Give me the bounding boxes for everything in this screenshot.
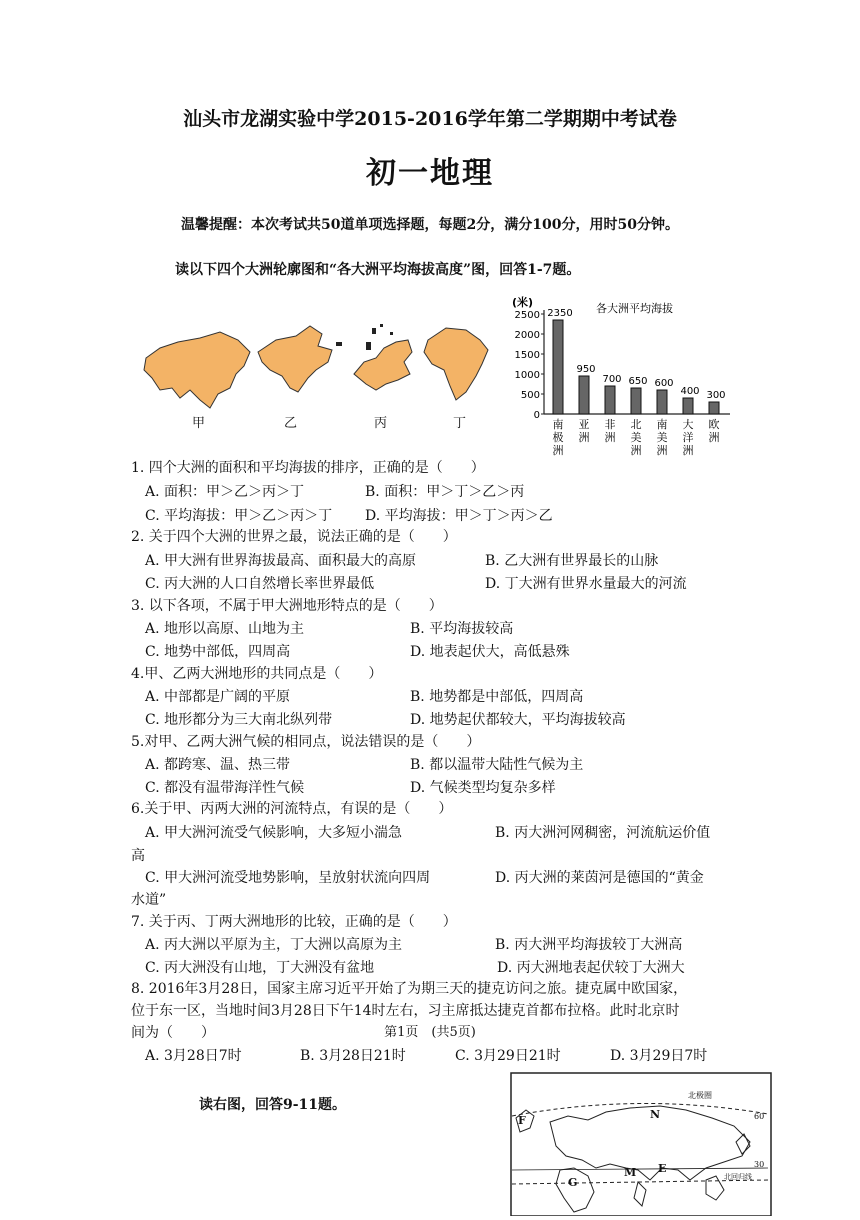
exam-notice: 温馨提醒：本次考试共50道单项选择题，每题2分，满分100分，用时50分钟。	[181, 217, 679, 233]
q2-option-a: A. 甲大洲有世界海拔最高、面积最大的高原	[145, 553, 417, 569]
chart-category-label: 美	[656, 431, 668, 444]
chart-bar-value-label: 2350	[547, 308, 573, 319]
chart-bar	[579, 376, 589, 414]
q5-option-c: C. 都没有温带海洋性气候	[145, 780, 305, 796]
chart-bar-value-label: 650	[628, 376, 648, 387]
page-footer: 第1页 (共5页)	[384, 1025, 476, 1040]
chart-bar-value-label: 400	[680, 386, 700, 397]
map-label-ding: 丁	[453, 416, 467, 431]
chart-bar-value-label: 300	[706, 390, 726, 401]
point-e-label: E	[658, 1162, 667, 1175]
q7-option-d: D. 丙大洲地表起伏较丁大洲大	[497, 960, 685, 976]
chart-category-label: 洲	[682, 444, 694, 457]
chart-category-label: 极	[552, 431, 564, 444]
chart-bar	[683, 398, 693, 414]
chart-category-label: 洲	[708, 431, 720, 444]
chart-y-tick-label: 500	[520, 390, 540, 401]
q7-option-a: A. 丙大洲以平原为主，丁大洲以高原为主	[145, 937, 403, 953]
chart-category-label: 洲	[656, 444, 668, 457]
map-label-bing: 丙	[374, 416, 388, 431]
q2-option-c: C. 丙大洲的人口自然增长率世界最低	[145, 576, 375, 592]
chart-bar	[553, 320, 563, 414]
continent-jia-map	[144, 332, 250, 408]
chart-category-label: 美	[630, 431, 642, 444]
q5-option-b: B. 都以温带大陆性气候为主	[410, 757, 584, 773]
q4-option-a: A. 中部都是广阔的平原	[145, 689, 291, 705]
continent-bing-map	[354, 340, 412, 390]
q1-option-a: A. 面积：甲＞乙＞丙＞丁	[145, 484, 305, 500]
q6-option-b: B. 丙大洲河网稠密，河流航运价值	[495, 825, 711, 841]
chart-y-tick-label: 1000	[514, 370, 540, 381]
chart-category-label: 北	[630, 418, 642, 431]
section2-intro: 读右图，回答9-11题。	[199, 1097, 347, 1113]
exam-title: 汕头市龙湖实验中学2015-2016学年第二学期期中考试卷	[183, 108, 677, 130]
lat-30-label: 30	[754, 1160, 765, 1169]
chart-bar-value-label: 600	[654, 378, 674, 389]
chart-category-label: 亚	[578, 418, 590, 431]
chart-category-label: 洲	[630, 444, 642, 457]
q3-option-b: B. 平均海拔较高	[410, 621, 514, 637]
q3-option-a: A. 地形以高原、山地为主	[145, 621, 305, 637]
chart-y-tick-label: 0	[533, 410, 540, 421]
chart-category-label: 南	[552, 418, 564, 431]
chart-category-label: 洲	[604, 431, 616, 444]
point-g-label: G	[568, 1176, 578, 1189]
q1-option-c: C. 平均海拔：甲＞乙＞丙＞丁	[145, 508, 333, 524]
q1-stem: 1. 四个大洲的面积和平均海拔的排序，正确的是（ ）	[131, 460, 485, 476]
q4-stem: 4.甲、乙两大洲地形的共同点是（ ）	[131, 666, 383, 682]
chart-bar-value-label: 700	[602, 374, 622, 385]
chart-title: 各大洲平均海拔	[596, 302, 673, 315]
q8-line1: 8. 2016年3月28日，国家主席习近平开始了为期三天的捷克访问之旅。捷克属中欧国家，	[131, 981, 688, 997]
q7-stem: 7. 关于丙、丁两大洲地形的比较，正确的是（ ）	[131, 914, 457, 930]
tropic-label: 北回归线	[724, 1173, 752, 1181]
chart-bar	[631, 388, 641, 414]
chart-y-tick-label: 2500	[514, 310, 540, 321]
chart-category-label: 洋	[682, 431, 694, 444]
q6-option-d-cont: 水道”	[131, 892, 167, 908]
chart-category-label: 南	[656, 418, 668, 431]
arctic-circle-label: 北极圈	[688, 1091, 712, 1100]
continent-ding-map	[424, 328, 488, 400]
q7-option-b: B. 丙大洲平均海拔较丁大洲高	[495, 937, 683, 953]
q5-option-d: D. 气候类型均复杂多样	[410, 780, 556, 796]
chart-category-label: 洲	[578, 431, 590, 444]
chart-category-label: 欧	[708, 418, 720, 431]
section-intro: 读以下四个大洲轮廓图和“各大洲平均海拔高度”图，回答1-7题。	[175, 262, 581, 278]
q2-option-b: B. 乙大洲有世界最长的山脉	[485, 553, 659, 569]
chart-bar	[605, 386, 615, 414]
q1-option-d: D. 平均海拔：甲＞丁＞丙＞乙	[365, 508, 553, 524]
lat-60-label: 60	[754, 1112, 765, 1121]
q1-option-b: B. 面积：甲＞丁＞乙＞丙	[365, 484, 525, 500]
chart-category-label: 大	[682, 418, 694, 431]
chart-bar-value-label: 950	[576, 364, 596, 375]
chart-bar	[657, 390, 667, 414]
q6-option-c: C. 甲大洲河流受地势影响，呈放射状流向四周	[145, 870, 431, 886]
q2-option-d: D. 丁大洲有世界水量最大的河流	[485, 576, 687, 592]
chart-ylabel: (米)	[512, 296, 534, 309]
map-label-jia: 甲	[192, 416, 206, 431]
point-m-label: M	[624, 1166, 637, 1179]
q3-stem: 3. 以下各项，不属于甲大洲地形特点的是（ ）	[131, 598, 443, 614]
elevation-chart	[508, 292, 748, 462]
point-f-label: F	[518, 1114, 526, 1127]
q8-line3: 间为（ ）	[131, 1025, 215, 1041]
continent-yi-map	[258, 326, 332, 392]
q8-line2: 位于东一区，当地时间3月28日下午14时左右，习主席抵达捷克首都布拉格。此时北京时	[131, 1003, 680, 1019]
q8-option-c: C. 3月29日21时	[455, 1048, 561, 1064]
map-label-yi: 乙	[284, 416, 298, 431]
q4-option-b: B. 地势都是中部低，四周高	[410, 689, 584, 705]
q8-option-a: A. 3月28日7时	[145, 1048, 242, 1064]
q4-option-c: C. 地形都分为三大南北纵列带	[145, 712, 333, 728]
chart-bar	[709, 402, 719, 414]
subject-title: 初一地理	[366, 156, 494, 191]
world-map	[510, 1072, 772, 1216]
q2-stem: 2. 关于四个大洲的世界之最，说法正确的是（ ）	[131, 529, 457, 545]
q4-option-d: D. 地势起伏都较大，平均海拔较高	[410, 712, 626, 728]
chart-y-tick-label: 2000	[514, 330, 540, 341]
q3-option-d: D. 地表起伏大，高低悬殊	[410, 644, 570, 660]
q6-option-a: A. 甲大洲河流受气候影响，大多短小湍急	[145, 825, 403, 841]
q5-option-a: A. 都跨寒、温、热三带	[145, 757, 291, 773]
chart-category-label: 非	[604, 418, 616, 431]
q8-option-d: D. 3月29日7时	[610, 1048, 708, 1064]
chart-category-label: 洲	[552, 444, 564, 457]
q6-stem: 6.关于甲、丙两大洲的河流特点，有误的是（ ）	[131, 801, 453, 817]
q6-option-d: D. 丙大洲的莱茵河是德国的“黄金	[495, 870, 704, 886]
continent-maps	[140, 318, 500, 430]
q6-option-b-cont: 高	[131, 848, 145, 864]
point-n-label: N	[650, 1108, 661, 1121]
q5-stem: 5.对甲、乙两大洲气候的相同点，说法错误的是（ ）	[131, 734, 481, 750]
q3-option-c: C. 地势中部低，四周高	[145, 644, 291, 660]
q8-option-b: B. 3月28日21时	[300, 1048, 406, 1064]
chart-y-tick-label: 1500	[514, 350, 540, 361]
q7-option-c: C. 丙大洲没有山地，丁大洲没有盆地	[145, 960, 375, 976]
